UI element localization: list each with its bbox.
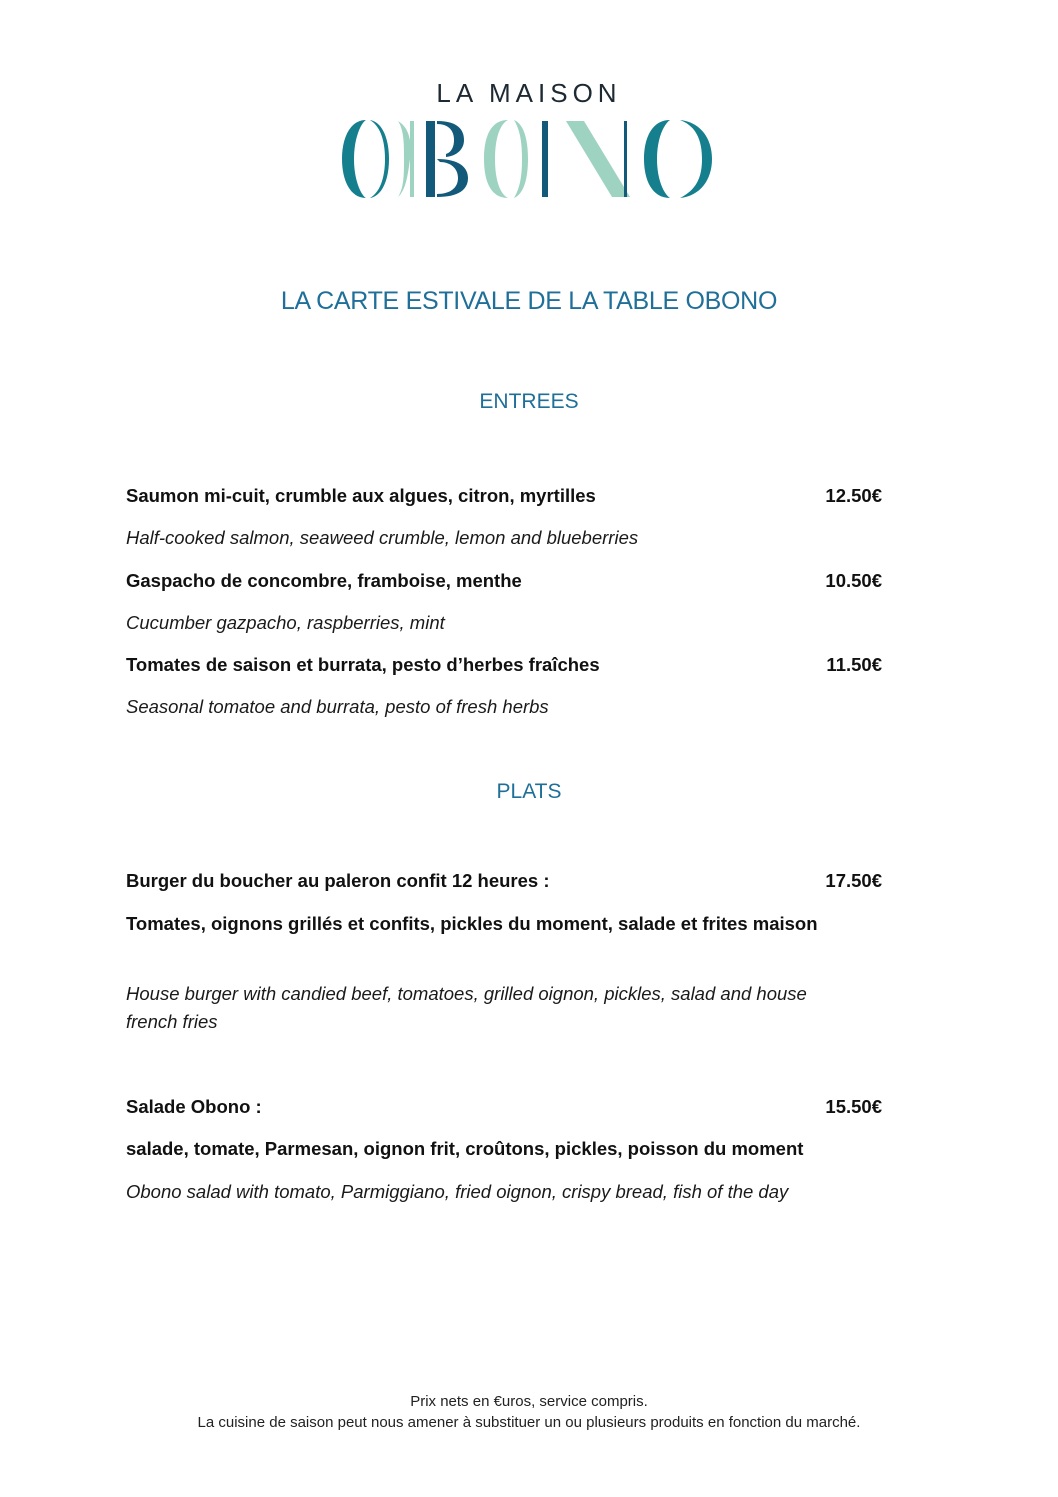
dish-detail: Tomates, oignons grillés et confits, pickles du moment, salade et frites maison [126, 913, 818, 934]
dish-name: Gaspacho de concombre, framboise, menthe [126, 570, 522, 591]
dish-name: Tomates de saison et burrata, pesto d’herbes fraîches [126, 654, 600, 675]
footer-price-note: Prix nets en €uros, service compris. [410, 1393, 648, 1410]
section-heading-entrees: ENTREES [479, 390, 579, 413]
dish-detail: salade, tomate, Parmesan, oignon frit, croûtons, pickles, poisson du moment [126, 1138, 804, 1159]
dish-price: 10.50€ [825, 570, 882, 591]
logo-letter-o1 [342, 120, 389, 198]
logo-letter-o3 [644, 120, 712, 198]
dish-translation: House burger with candied beef, tomatoes, grilled oignon, pickles, salad and house [126, 983, 807, 1004]
dish-price: 15.50€ [825, 1096, 882, 1117]
footer-seasonal-note: La cuisine de saison peut nous amener à substituer un ou plusieurs produits en fonction du marché. [197, 1414, 861, 1431]
dish-translation: Seasonal tomatoe and burrata, pesto of fresh herbs [126, 696, 549, 717]
logo [0, 0, 1058, 220]
dish-translation: Cucumber gazpacho, raspberries, mint [126, 612, 445, 633]
logo-wordmark-obono [340, 118, 716, 200]
dish-price: 17.50€ [825, 870, 882, 891]
dish-price: 12.50€ [825, 485, 882, 506]
section-heading-plats: PLATS [496, 780, 562, 803]
logo-letter-b [398, 121, 414, 197]
menu-title: LA CARTE ESTIVALE DE LA TABLE OBONO [280, 287, 778, 315]
dish-translation: Obono salad with tomato, Parmiggiano, fried oignon, crispy bread, fish of the day [126, 1181, 789, 1202]
dish-price: 11.50€ [826, 654, 882, 675]
dish-translation-continued: french fries [126, 1011, 218, 1032]
dish-name: Burger du boucher au paleron confit 12 heures : [126, 870, 550, 891]
logo-subtitle: LA MAISON [436, 78, 622, 108]
dish-name: Salade Obono : [126, 1096, 262, 1117]
dish-translation: Half-cooked salmon, seaweed crumble, lemon and blueberries [126, 527, 639, 548]
logo-letter-n [542, 121, 630, 197]
dish-name: Saumon mi-cuit, crumble aux algues, citron, myrtilles [126, 485, 596, 506]
logo-letter-b-bowls [426, 121, 468, 197]
logo-letter-o2 [484, 120, 528, 198]
